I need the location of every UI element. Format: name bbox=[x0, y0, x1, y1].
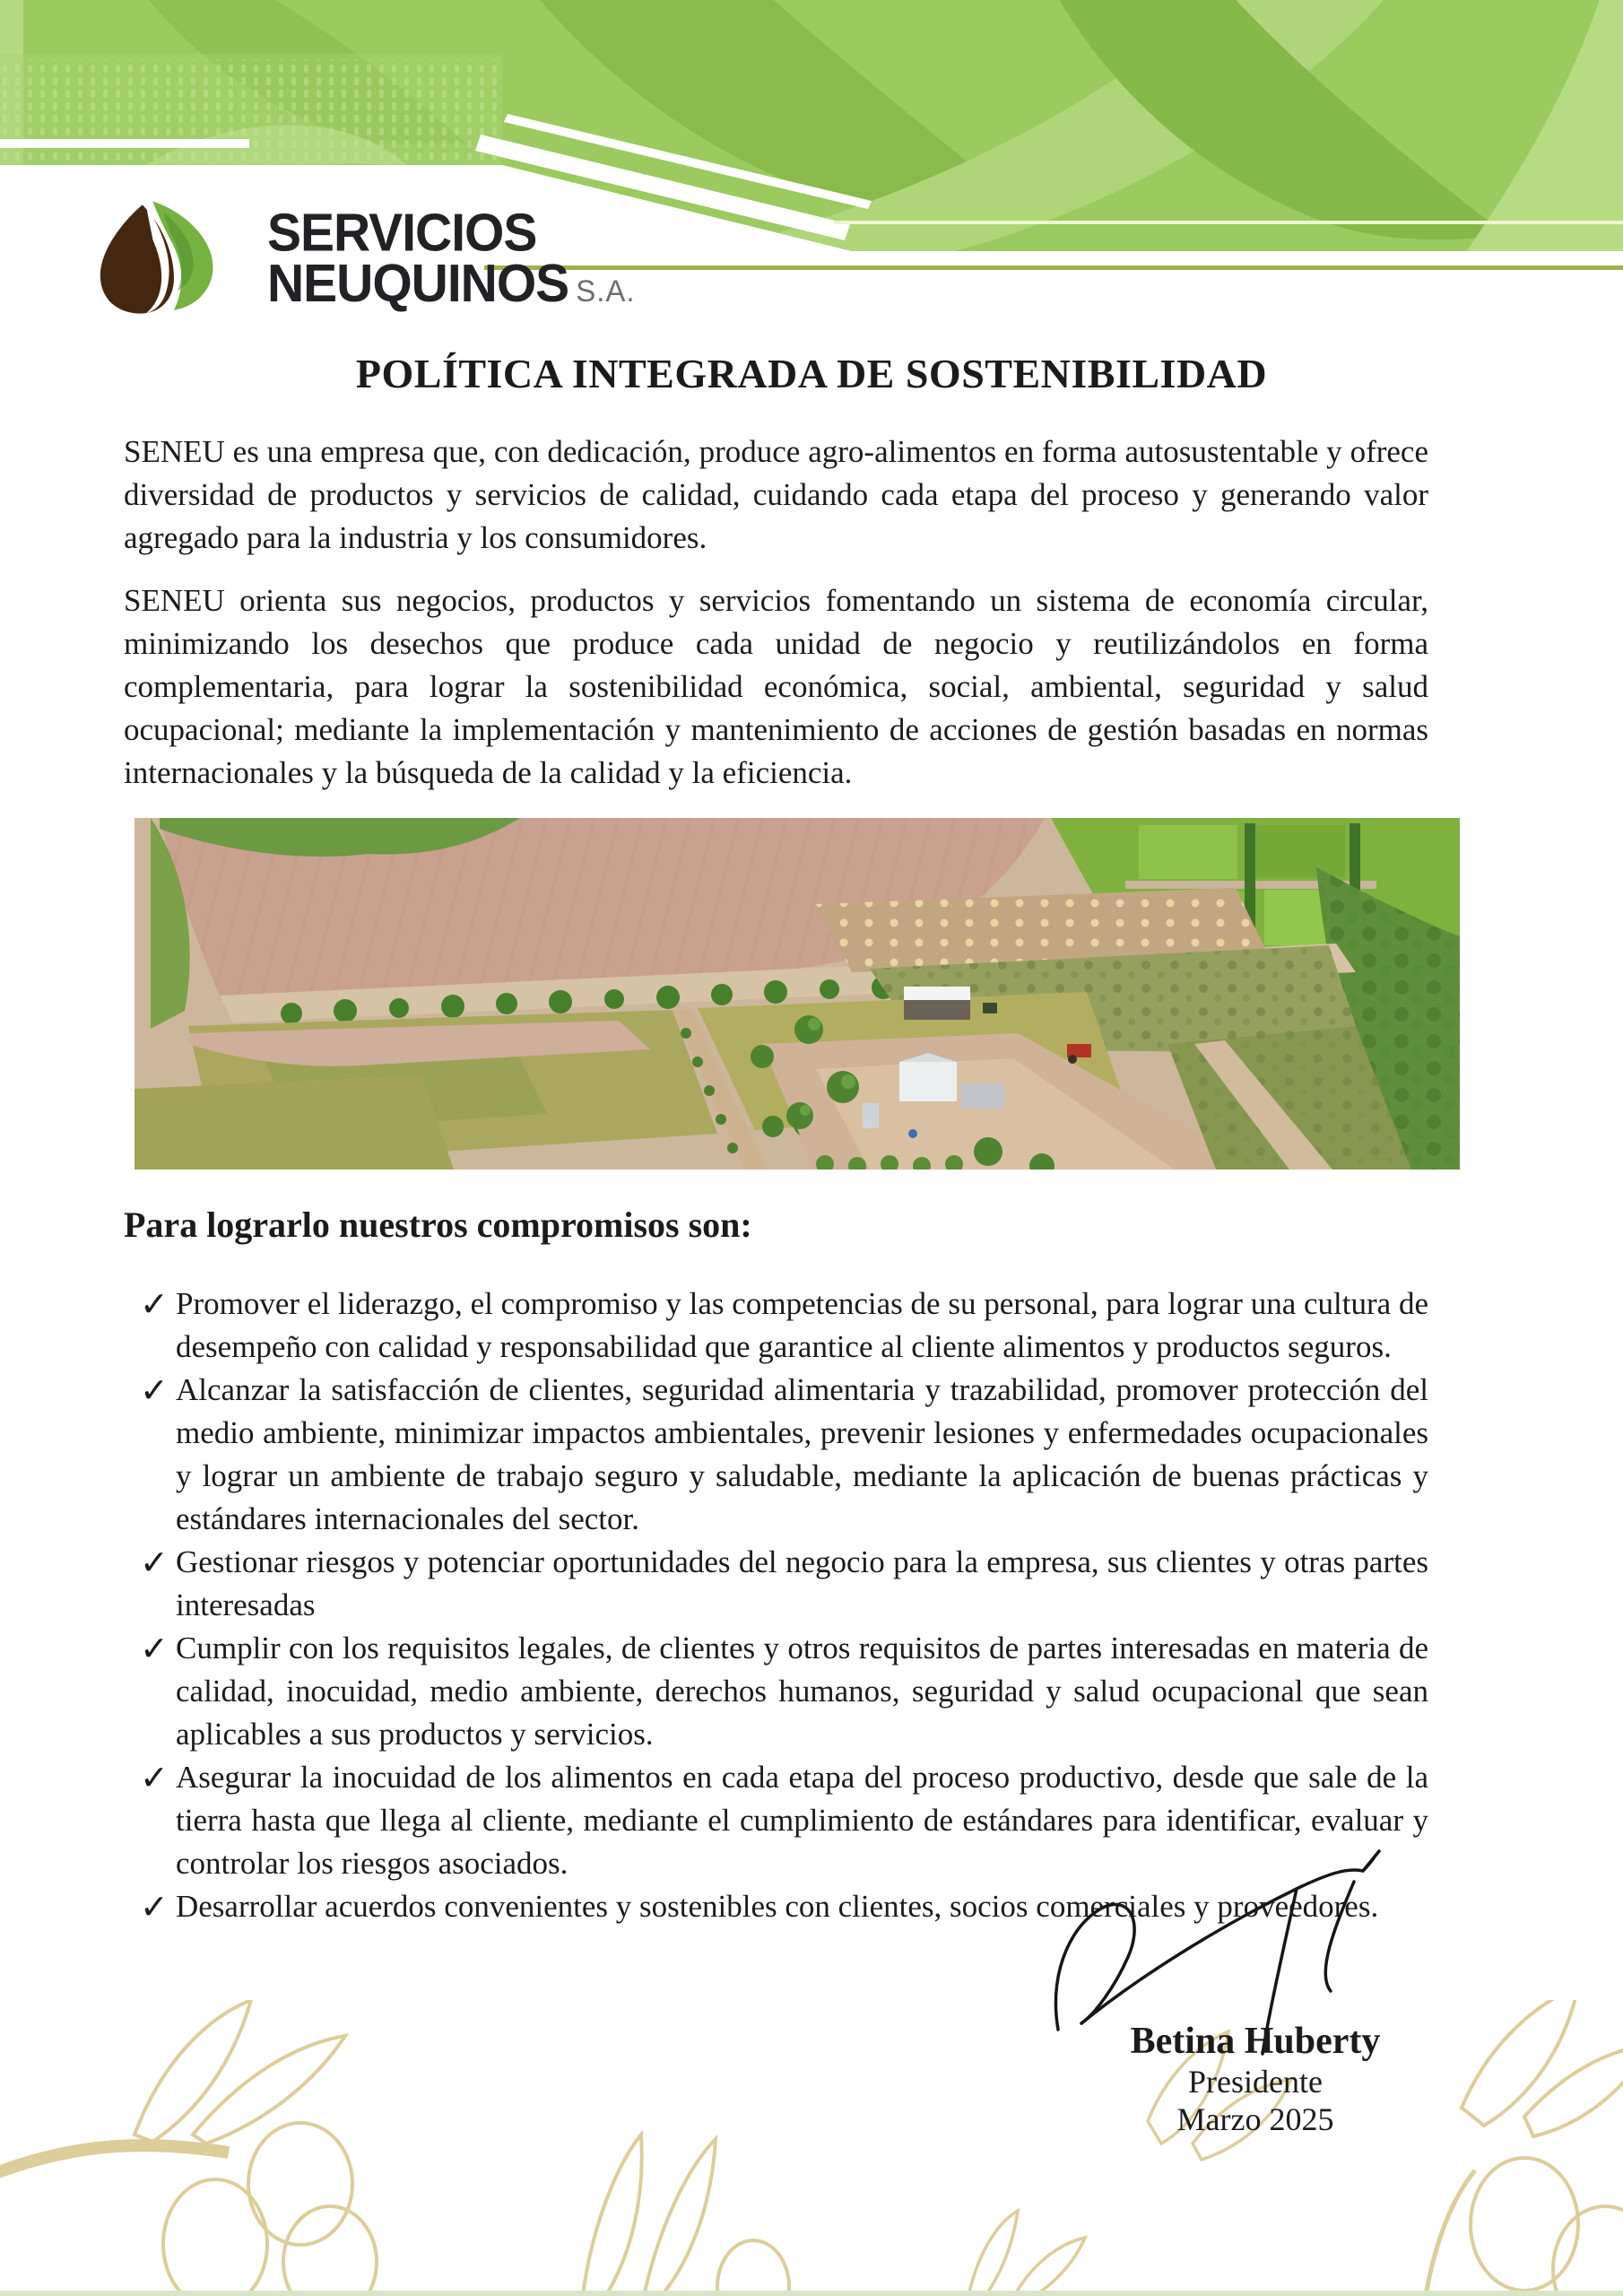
list-item bbox=[124, 1627, 1428, 1756]
company-name-line1: SERVICIOS bbox=[267, 204, 537, 264]
checkmark-icon: ✓ bbox=[140, 1543, 169, 1582]
signer-role: Presidente bbox=[1188, 2064, 1323, 2100]
commitment-text: Promover el liderazgo, el compromiso y las competencias de su personal, para lograr una cultura de desempeño con calidad y responsabilidad que garantice al cliente alimentos y productos seguros. bbox=[176, 1286, 1428, 1364]
company-name-line2: NEUQUINOS S.A. bbox=[267, 253, 636, 314]
commitment-text: Alcanzar la satisfacción de clientes, seguridad alimentaria y trazabilidad, promover protección del medio ambiente, minimizar impactos ambientales, prevenir lesiones y enfermedades ocupacionales y lograr un ambiente de trabajo seguro y saludable, mediante la aplicación de buenas prácticas y estándares internacionales del sector. bbox=[176, 1372, 1428, 1536]
commitments-list bbox=[124, 1283, 1428, 1928]
page-title: POLÍTICA INTEGRADA DE SOSTENIBILIDAD bbox=[355, 351, 1268, 396]
checkmark-icon: ✓ bbox=[140, 1284, 169, 1324]
list-item bbox=[124, 1369, 1428, 1541]
list-item bbox=[124, 1283, 1428, 1369]
checkmark-icon: ✓ bbox=[140, 1370, 169, 1410]
page-bottom-edge bbox=[0, 2291, 1623, 2296]
intro-paragraph: SENEU es una empresa que, con dedicación, produce agro-alimentos en forma autosustentable y ofrece diversidad de productos y servicios de calidad, cuidando cada etapa del proceso y generando valor agregado para la industria y los consumidores. bbox=[124, 434, 1428, 555]
commitment-text: Asegurar la inocuidad de los alimentos en cada etapa del proceso productivo, desde que sale de la tierra hasta que llega al cliente, mediante el cumplimiento de estándares para identificar, evaluar y controlar los riesgos asociados. bbox=[176, 1760, 1428, 1881]
list-item bbox=[124, 1885, 1428, 1928]
list-item bbox=[124, 1541, 1428, 1627]
farm-aerial-photo bbox=[135, 818, 1460, 1170]
seed-leaf-logo-icon bbox=[93, 199, 251, 319]
checkmark-icon: ✓ bbox=[140, 1887, 169, 1926]
company-suffix: S.A. bbox=[576, 273, 636, 309]
commitment-text: Cumplir con los requisitos legales, de clientes y otros requisitos de partes interesadas en materia de calidad, inocuidad, medio ambiente, derechos humanos, seguridad y salud ocupacional que sean aplicables a sus productos y servicios. bbox=[176, 1631, 1428, 1752]
signature-date: Marzo 2025 bbox=[1176, 2101, 1334, 2137]
checkmark-icon: ✓ bbox=[140, 1629, 169, 1668]
commitment-text: Desarrollar acuerdos convenientes y sostenibles con clientes, socios comerciales y proveedores. bbox=[176, 1889, 1379, 1924]
checkmark-icon: ✓ bbox=[140, 1758, 169, 1797]
signer-name: Betina Huberty bbox=[1130, 2021, 1381, 2062]
commitment-text: Gestionar riesgos y potenciar oportunidades del negocio para la empresa, sus clientes y otras partes interesadas bbox=[176, 1544, 1428, 1622]
policy-paragraph: SENEU orienta sus negocios, productos y servicios fomentando un sistema de economía circular, minimizando los desechos que produce cada unidad de negocio y reutilizándolos en forma complementaria, para lograr la sostenibilidad económica, social, ambiental, seguridad y salud ocupacional; mediante la implementación y mantenimiento de acciones de gestión basadas en normas internacionales y la búsqueda de la calidad y la eficiencia. bbox=[124, 583, 1428, 790]
list-item bbox=[124, 1756, 1428, 1885]
company-logo bbox=[93, 199, 636, 319]
commitments-heading: Para lograrlo nuestros compromisos son: bbox=[124, 1205, 752, 1245]
company-name bbox=[267, 204, 636, 314]
